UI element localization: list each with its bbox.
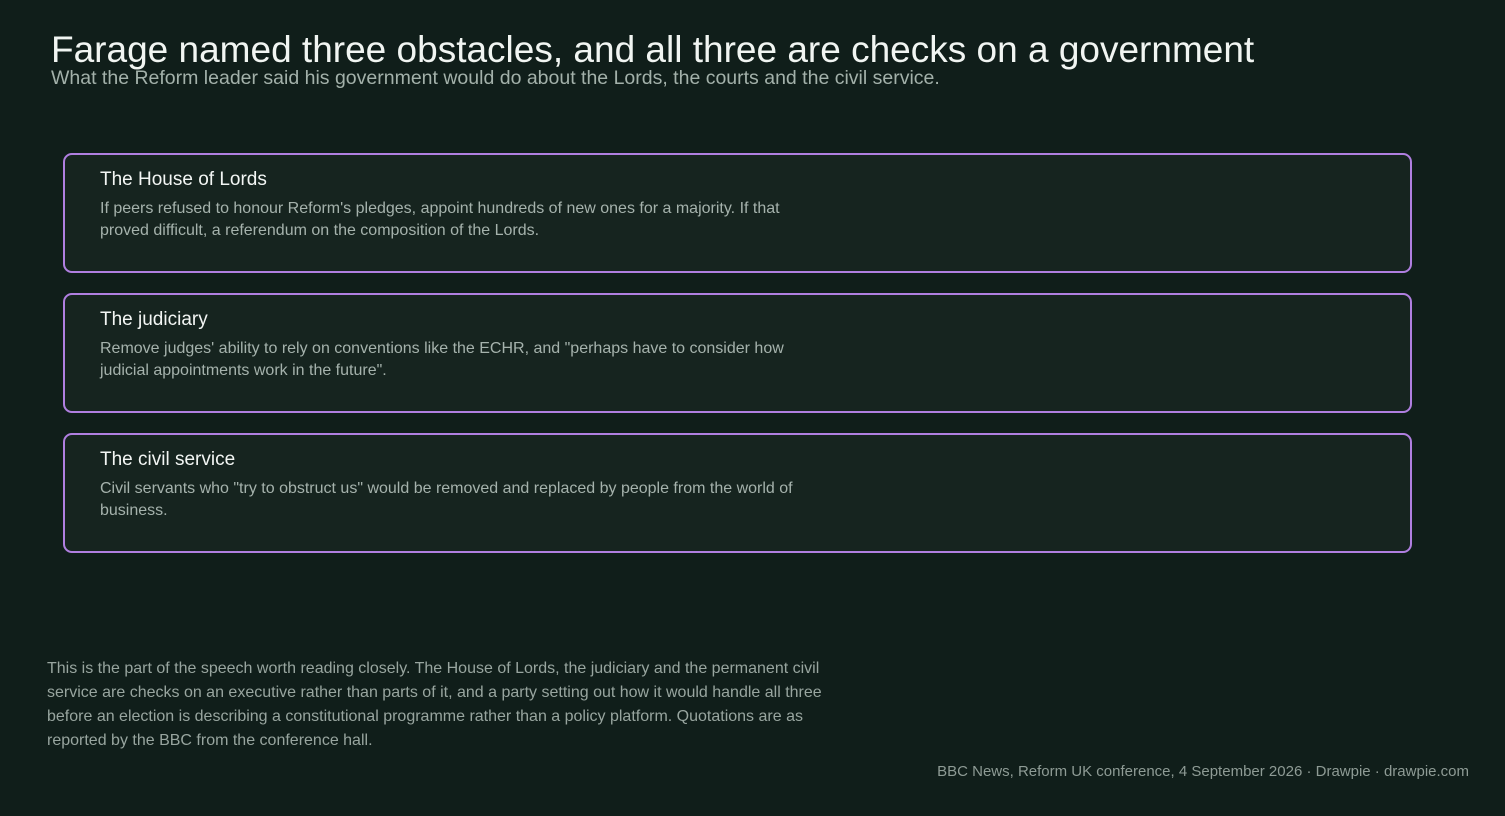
footer-note: This is the part of the speech worth reading closely. The House of Lords, the judiciary and the permanent civil service are checks on an executive rather than parts of it, and a party setting out how it would handle all three before an election is describing a constitutional programme rather than a policy platform. Quotations are as reported by the BBC from the conference hall. [47,660,822,749]
page-subtitle: What the Reform leader said his government would do about the Lords, the courts and the civil service. [51,67,940,89]
source-credit: BBC News, Reform UK conference, 4 September 2026 · Drawpie · drawpie.com [937,763,1469,780]
card-description: Remove judges' ability to rely on conventions like the ECHR, and "perhaps have to consider how judicial appointments work in the future". [100,340,784,379]
page-title: Farage named three obstacles, and all three are checks on a government [51,29,1255,70]
card-civil-service [63,433,1412,553]
card-house-of-lords [63,153,1412,273]
card-description: Civil servants who "try to obstruct us" would be removed and replaced by people from the world of business. [100,480,793,519]
card-title: The judiciary [100,309,208,330]
card-title: The House of Lords [100,169,267,190]
card-judiciary [63,293,1412,413]
card-title: The civil service [100,449,236,470]
obstacles-list [63,153,1412,573]
card-description: If peers refused to honour Reform's pledges, appoint hundreds of new ones for a majority. If that proved difficult, a referendum on the composition of the Lords. [100,200,780,239]
